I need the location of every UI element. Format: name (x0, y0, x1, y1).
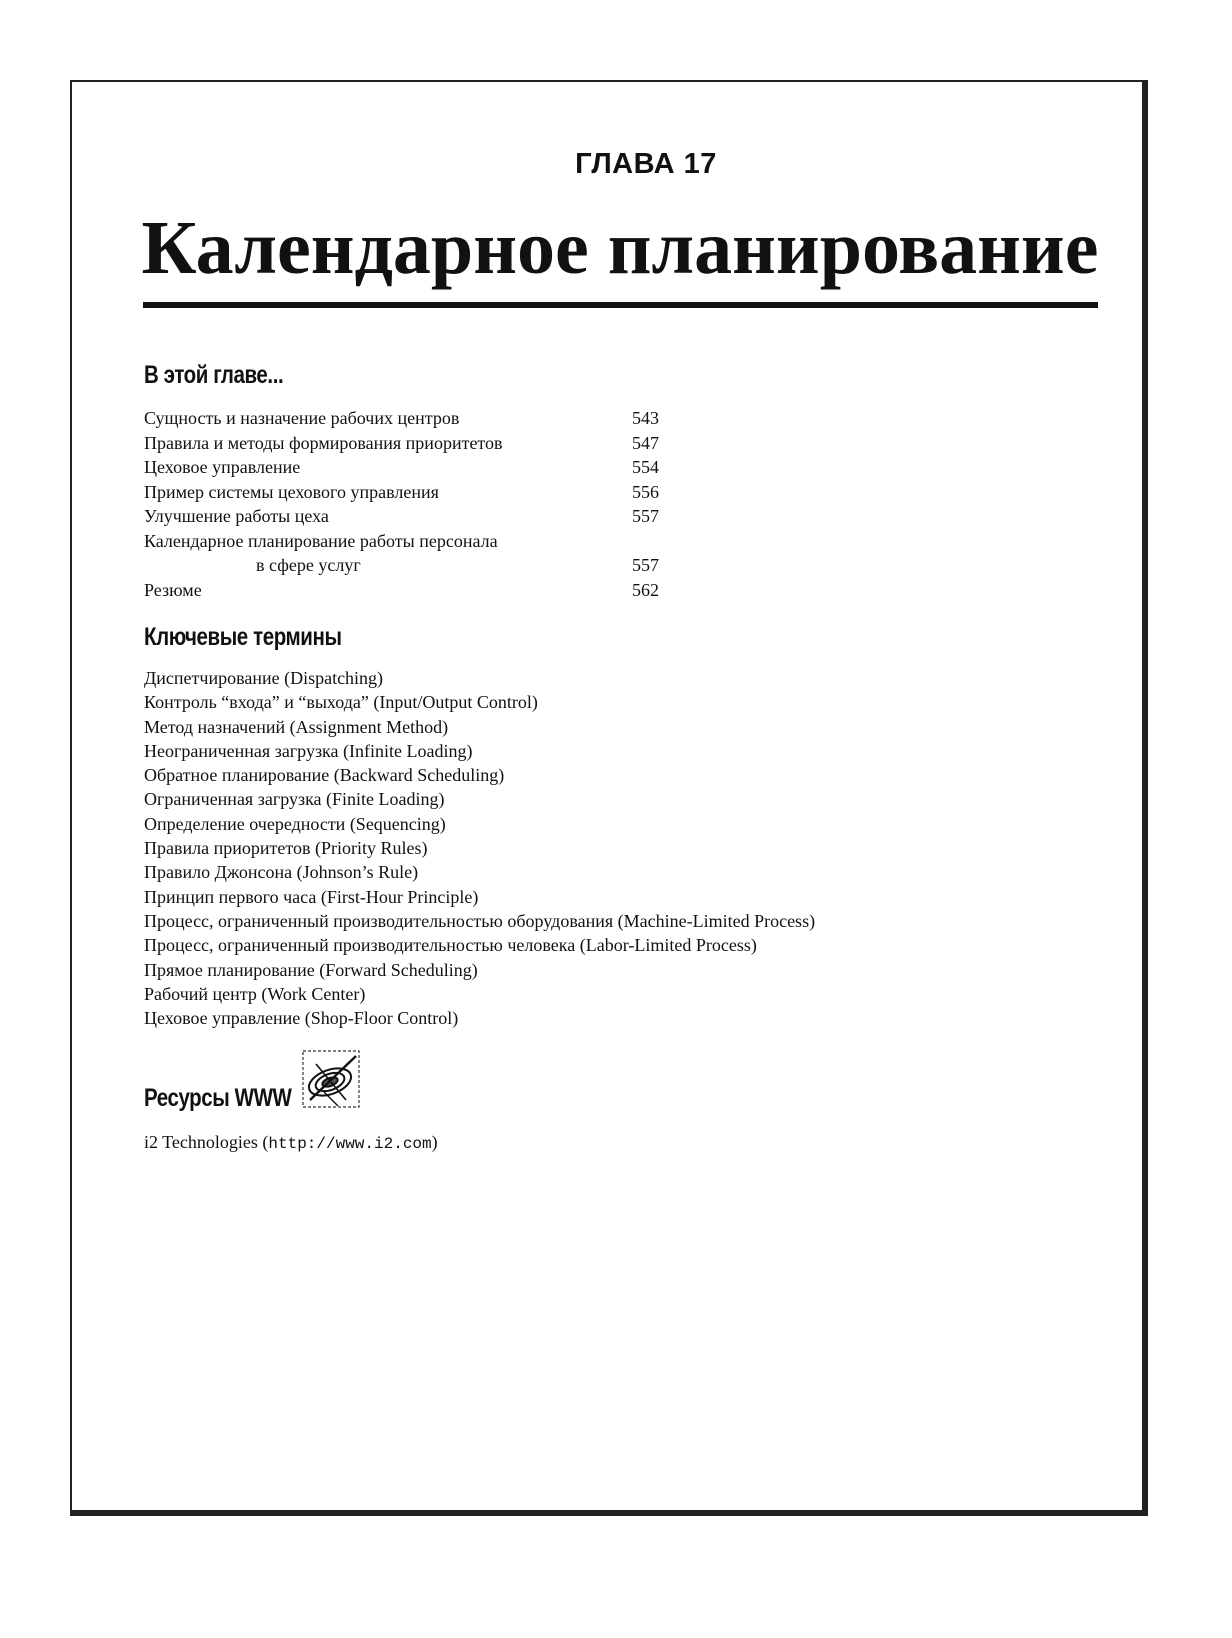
www-target-icon (300, 1048, 362, 1110)
toc-item-title: Сущность и назначение рабочих центров (144, 408, 460, 428)
toc-item-title: Правила и методы формирования приоритетов (144, 432, 503, 453)
key-term: Метод назначений (Assignment Method) (144, 716, 449, 737)
key-term: Правила приоритетов (Priority Rules) (144, 838, 428, 859)
toc-item-page: 557 (632, 555, 659, 575)
toc-item-title: Пример системы цехового управления (144, 481, 439, 502)
key-term: Обратное планирование (Backward Scheduling) (144, 765, 505, 786)
key-term: Контроль “входа” и “выхода” (Input/Output Control) (144, 692, 538, 713)
toc-item-title: Улучшение работы цеха (144, 506, 329, 526)
toc-item-page: 547 (632, 432, 659, 453)
key-term: Рабочий центр (Work Center) (144, 983, 366, 1004)
key-terms-list (144, 666, 1044, 1030)
toc-row (144, 455, 704, 480)
chapter-label: ГЛАВА 17 (575, 148, 717, 180)
chapter-title: Календарное планирование (141, 206, 1099, 290)
resource-close-paren: ) (431, 1132, 438, 1152)
toc-row (144, 431, 704, 456)
toc-row (144, 406, 704, 431)
title-rule (143, 302, 1098, 308)
toc-item-page: 554 (632, 457, 659, 477)
resource-url-link[interactable]: http://www.i2.com (268, 1135, 432, 1153)
toc-row (144, 529, 704, 554)
toc-row (144, 504, 704, 529)
key-term: Ограниченная загрузка (Finite Loading) (144, 789, 445, 810)
key-term: Процесс, ограниченный производительностью человека (Labor-Limited Process) (144, 935, 757, 956)
key-terms-heading: Ключевые термины (144, 623, 342, 651)
toc-row (144, 480, 704, 505)
key-term: Принцип первого часа (First-Hour Principle) (144, 886, 479, 907)
toc-item-page: 557 (632, 506, 659, 526)
toc-item-title: Цеховое управление (144, 457, 301, 477)
key-term: Прямое планирование (Forward Scheduling) (144, 959, 478, 980)
key-term: Диспетчирование (Dispatching) (144, 668, 384, 688)
in-this-chapter-heading: В этой главе... (144, 361, 284, 389)
toc-item-page: 543 (632, 408, 659, 428)
key-term: Определение очередности (Sequencing) (144, 813, 446, 834)
toc-item-title: Резюме (144, 579, 202, 600)
toc-row (144, 578, 704, 603)
resource-name: i2 Technologies (144, 1132, 258, 1152)
key-term: Процесс, ограниченный производительностью оборудования (Machine-Limited Process) (144, 910, 816, 931)
toc-item-page: 562 (632, 579, 659, 600)
key-term: Правило Джонсона (Johnson’s Rule) (144, 862, 419, 883)
toc-row (144, 553, 704, 578)
toc-item-page: 556 (632, 481, 659, 502)
toc-item-title-continued: в сфере услуг (256, 555, 361, 575)
toc-item-title: Календарное планирование работы персонала (144, 530, 498, 551)
www-resources-heading: Ресурсы WWW (144, 1084, 292, 1112)
key-term: Неограниченная загрузка (Infinite Loading) (144, 740, 473, 761)
chapter-contents (144, 406, 704, 602)
www-resource-entry (144, 1130, 438, 1156)
key-term: Цеховое управление (Shop-Floor Control) (144, 1008, 459, 1029)
resource-open-paren: ( (257, 1132, 269, 1152)
